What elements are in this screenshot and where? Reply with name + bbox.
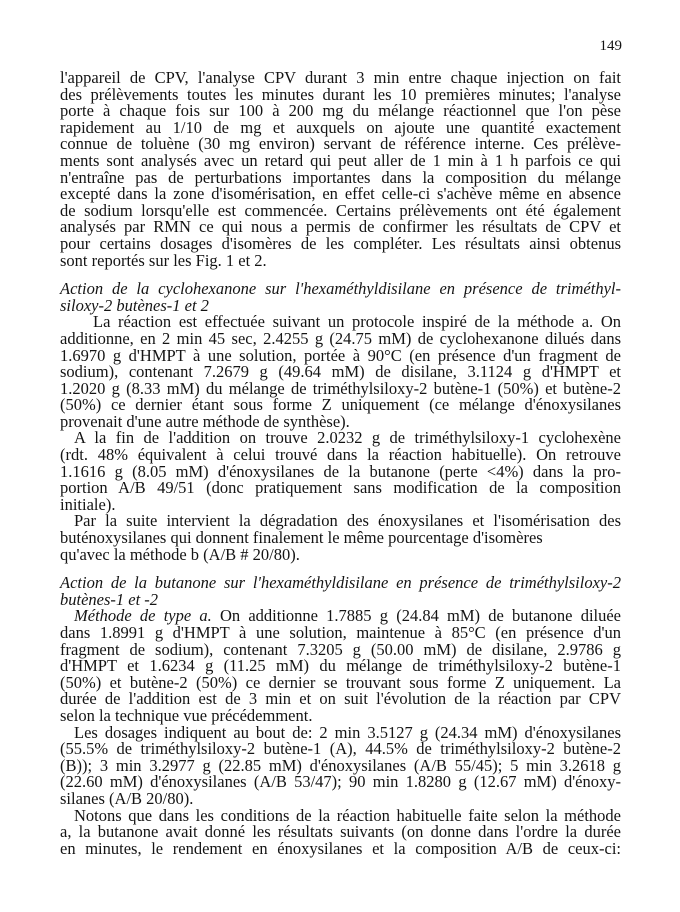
paragraph-line: Par la suite intervient la dégradation des énoxysilanes et l'isomérisation des [74, 511, 621, 531]
paragraph-line: (rdt. 48% équivalent à celui trouvé dans la réaction habituelle). On retrouve [60, 445, 621, 465]
paragraph-line: selon la technique vue précédemment. [60, 705, 313, 725]
paragraph-line: l'appareil de CPV, l'analyse CPV durant 3 min entre chaque injection on fait [60, 68, 621, 87]
paragraph-line: provenait d'une autre méthode de synthèse). [60, 411, 350, 431]
section-heading-line: butènes-1 et -2 [60, 589, 159, 609]
paragraph-line: additionne, en 2 min 45 sec, 2.4255 g (24.75 mM) de cyclohexanone dilués dans [60, 328, 621, 348]
paragraph-line: (55.5% de triméthylsiloxy-2 butène-1 (A), 44.5% de triméthylsiloxy-2 butène-2 [60, 739, 621, 759]
paragraph-line: (B)); 3 min 3.2977 g (22.85 mM) d'énoxysilanes (A/B 55/45); 5 min 3.2618 g [60, 755, 621, 775]
paragraph-line: excepté dans la zone d'isomérisation, en effet celle-ci s'achève même en absence [60, 184, 621, 204]
paragraph [60, 513, 621, 563]
paragraph-line: (50%) ce dernier étant sous forme Z uniquement (ce mélange d'énoxysilanes [60, 395, 621, 415]
paragraph-line: fragment de sodium), contenant 7.3205 g (50.00 mM) de disilane, 2.9786 g [60, 639, 621, 659]
paragraph-line: sodium), contenant 7.2679 g (49.64 mM) de disilane, 3.1124 g d'HMPT et [60, 362, 621, 382]
paragraph-line: n'entraîne pas de perturbations importantes dans la composition du mélange [60, 167, 621, 187]
paragraph-line: d'HMPT et 1.6234 g (11.25 mM) du mélange de triméthylsiloxy-2 butène-1 [60, 656, 621, 676]
section-heading [60, 281, 621, 314]
paragraph-line: en minutes, le rendement en énoxysilanes et la composition A/B de ceux-ci: [60, 838, 621, 858]
paragraph-line: porte à chaque fois sur 100 à 200 mg du mélange réactionnel que l'on pèse [60, 101, 621, 121]
paragraph [60, 722, 621, 808]
paragraph-line: connue de toluène (30 mg environ) servant de référence interne. Ces prélève- [60, 134, 621, 154]
section-cyclohexanone [60, 281, 621, 563]
paragraph-lead: Méthode de type a. [74, 606, 212, 626]
paragraph-line: a, la butanone avait donné les résultats suivants (on donne dans l'ordre la durée [60, 822, 621, 842]
paragraph-line: (50%) et butène-2 (50%) ce dernier se trouvant sous forme Z uniquement. La [60, 672, 621, 692]
paragraph [60, 805, 621, 858]
paragraph [60, 608, 621, 724]
paragraph-line: initiale). [60, 494, 116, 514]
paragraph-line: rapidement au 1/10 de mg et auxquels on ajoute une quantité exactement [60, 117, 621, 137]
paragraph-line: 1.6970 g d'HMPT à une solution, portée à 90°C (en présence d'un fragment de [60, 345, 621, 365]
paragraph-line: sont reportés sur les Fig. 1 et 2. [60, 250, 267, 270]
paragraph-line-text: On additionne 1.7885 g (24.84 mM) de butanone diluée [219, 606, 622, 626]
section-heading-line: siloxy-2 butènes-1 et 2 [60, 295, 209, 315]
section-heading-line: Action de la butanone sur l'hexaméthyldisilane en présence de triméthylsiloxy-2 [60, 573, 621, 593]
paragraph-line: des prélèvements toutes les minutes durant les 10 premières minutes; l'analyse [60, 84, 621, 104]
paragraph-line: qu'avec la méthode b (A/B # 20/80). [60, 544, 300, 564]
paragraph-line: silanes (A/B 20/80). [60, 788, 194, 808]
paragraph-line: analysés par RMN ce qui nous a permis de confirmer les résultats de CPV et [60, 217, 621, 237]
paragraph-line: portion A/B 49/51 (donc pratiquement sans modification de la composition [60, 478, 621, 498]
paragraph-line: 1.2020 g (8.33 mM) du mélange de triméthylsiloxy-2 butène-1 (50%) et butène-2 [60, 378, 621, 398]
page-number: 149 [599, 38, 622, 54]
paragraph-line: dans 1.8991 g d'HMPT à une solution, maintenue à 85°C (en présence d'un [60, 623, 621, 642]
intro-paragraph [60, 70, 621, 269]
body-text [60, 70, 621, 857]
paragraph-line: Les dosages indiquent au bout de: 2 min 3.5127 g (24.34 mM) d'énoxysilanes [74, 722, 621, 742]
section-heading-line: Action de la cyclohexanone sur l'hexaméthyldisilane en présence de triméthyl- [60, 279, 621, 299]
paragraph-line: ments sont analysés avec un retard qui peut aller de 1 min à 1 h parfois ce qui [60, 150, 621, 170]
paragraph-line: de sodium lorsqu'elle est commencée. Certains prélèvements ont été également [60, 200, 621, 220]
paragraph-line: durée de l'addition est de 3 min et on suit l'évolution de la réaction par CPV [60, 689, 621, 709]
paragraph-line: La réaction est effectuée suivant un protocole inspiré de la méthode a. On [93, 312, 621, 332]
paragraph-line: (22.60 mM) d'énoxysilanes (A/B 53/47); 90 min 1.8280 g (12.67 mM) d'énoxy- [60, 772, 621, 792]
paragraph [60, 314, 621, 430]
paragraph [60, 430, 621, 513]
section-butanone [60, 575, 621, 857]
paragraph-line: pour certains dosages d'isomères de les compléter. Les résultats ainsi obtenus [60, 233, 621, 253]
paragraph-line: A la fin de l'addition on trouve 2.0232 g de triméthylsiloxy-1 cyclohexène [74, 428, 621, 448]
section-heading [60, 575, 621, 608]
paragraph-line: buténoxysilanes qui donnent finalement le même pourcentage d'isomères [60, 528, 543, 548]
paragraph-line: Notons que dans les conditions de la réaction habituelle faite selon la méthode [74, 805, 621, 825]
paragraph-line: 1.1616 g (8.05 mM) d'énoxysilanes de la butanone (perte <4%) dans la pro- [60, 461, 621, 481]
